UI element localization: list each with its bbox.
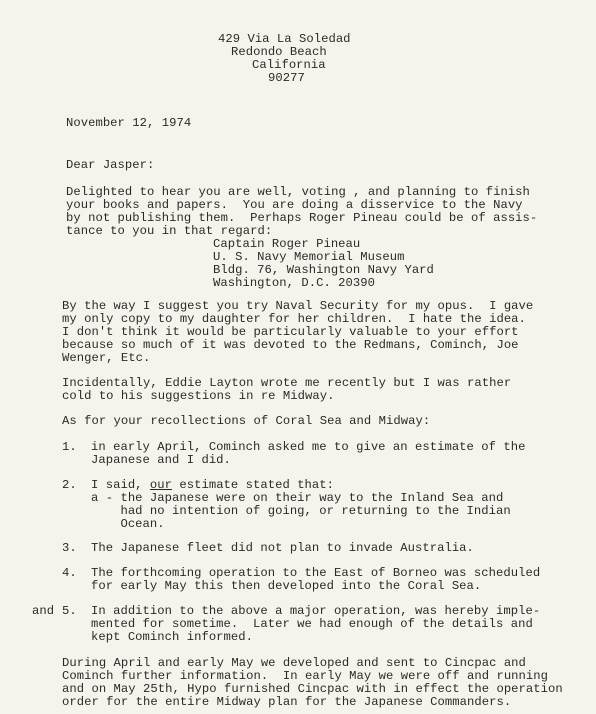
paragraph-1-line: Delighted to hear you are well, voting , and planning to finish bbox=[66, 185, 530, 199]
paragraph-5-line: order for the entire Midway plan for the Japanese Commanders. bbox=[62, 695, 512, 709]
item-4-line: for early May this then developed into the Coral Sea. bbox=[91, 579, 482, 593]
paragraph-4: As for your recollections of Coral Sea and Midway: bbox=[62, 414, 431, 428]
item-2-pre: I said, bbox=[91, 478, 150, 492]
item-2-underlined: our bbox=[149, 478, 173, 492]
item-2-post: estimate stated that: bbox=[172, 478, 335, 492]
paragraph-5-line: and on May 25th, Hypo furnished Cincpac with in effect the operation bbox=[62, 682, 563, 696]
paragraph-3-line: Incidentally, Eddie Layton wrote me recently but I was rather bbox=[62, 376, 512, 390]
contact-line: Washington, D.C. 20390 bbox=[213, 276, 376, 290]
address-line-2: Redondo Beach bbox=[231, 45, 327, 59]
paragraph-2-line: By the way I suggest you try Naval Security for my opus. I gave bbox=[62, 299, 534, 313]
letter-date: November 12, 1974 bbox=[66, 116, 192, 130]
item-1-line: Japanese and I did. bbox=[91, 453, 231, 467]
contact-line: Bldg. 76, Washington Navy Yard bbox=[213, 263, 434, 277]
paragraph-2-line: I don't think it would be particularly valuable to your effort bbox=[62, 325, 519, 339]
item-1-line: in early April, Cominch asked me to give an estimate of the bbox=[91, 440, 526, 454]
item-2-sub-line: had no intention of going, or returning to the Indian bbox=[91, 504, 511, 518]
item-2-number: 2. bbox=[62, 478, 77, 492]
item-5-line: kept Cominch informed. bbox=[91, 630, 254, 644]
address-line-1: 429 Via La Soledad bbox=[218, 32, 351, 46]
salutation: Dear Jasper: bbox=[66, 158, 155, 172]
item-2-sub-line: a - the Japanese were on their way to the Inland Sea and bbox=[91, 491, 504, 505]
item-3-number: 3. bbox=[62, 541, 77, 555]
item-5-number: 5. bbox=[62, 604, 77, 618]
paragraph-2-line: Wenger, Etc. bbox=[62, 351, 151, 365]
item-2-sub-line: Ocean. bbox=[91, 517, 165, 531]
paragraph-5-line: Cominch further information. In early May we were off and running bbox=[62, 669, 549, 683]
item-5-line: mented for sometime. Later we had enough of the details and bbox=[91, 617, 533, 631]
paragraph-3-line: cold to his suggestions in re Midway. bbox=[62, 389, 335, 403]
item-5-line: In addition to the above a major operation, was hereby imple- bbox=[91, 604, 541, 618]
item-3-line: The Japanese fleet did not plan to invade Australia. bbox=[91, 541, 474, 555]
address-line-3: California bbox=[252, 58, 326, 72]
contact-line: Captain Roger Pineau bbox=[213, 237, 361, 251]
paragraph-1-line: tance to you in that regard: bbox=[66, 224, 273, 238]
contact-line: U. S. Navy Memorial Museum bbox=[213, 250, 405, 264]
item-1-number: 1. bbox=[62, 440, 77, 454]
item-5-prefix: and bbox=[32, 604, 55, 618]
item-4-line: The forthcoming operation to the East of Borneo was scheduled bbox=[91, 566, 541, 580]
paragraph-1-line: your books and papers. You are doing a disservice to the Navy bbox=[66, 198, 523, 212]
address-line-4: 90277 bbox=[268, 71, 305, 85]
item-4-number: 4. bbox=[62, 566, 77, 580]
paragraph-5-line: During April and early May we developed and sent to Cincpac and bbox=[62, 656, 526, 670]
paragraph-2-line: because so much of it was devoted to the Redmans, Cominch, Joe bbox=[62, 338, 519, 352]
paragraph-2-line: my only copy to my daughter for her children. I hate the idea. bbox=[62, 312, 526, 326]
paragraph-1-line: by not publishing them. Perhaps Roger Pineau could be of assis- bbox=[66, 211, 538, 225]
